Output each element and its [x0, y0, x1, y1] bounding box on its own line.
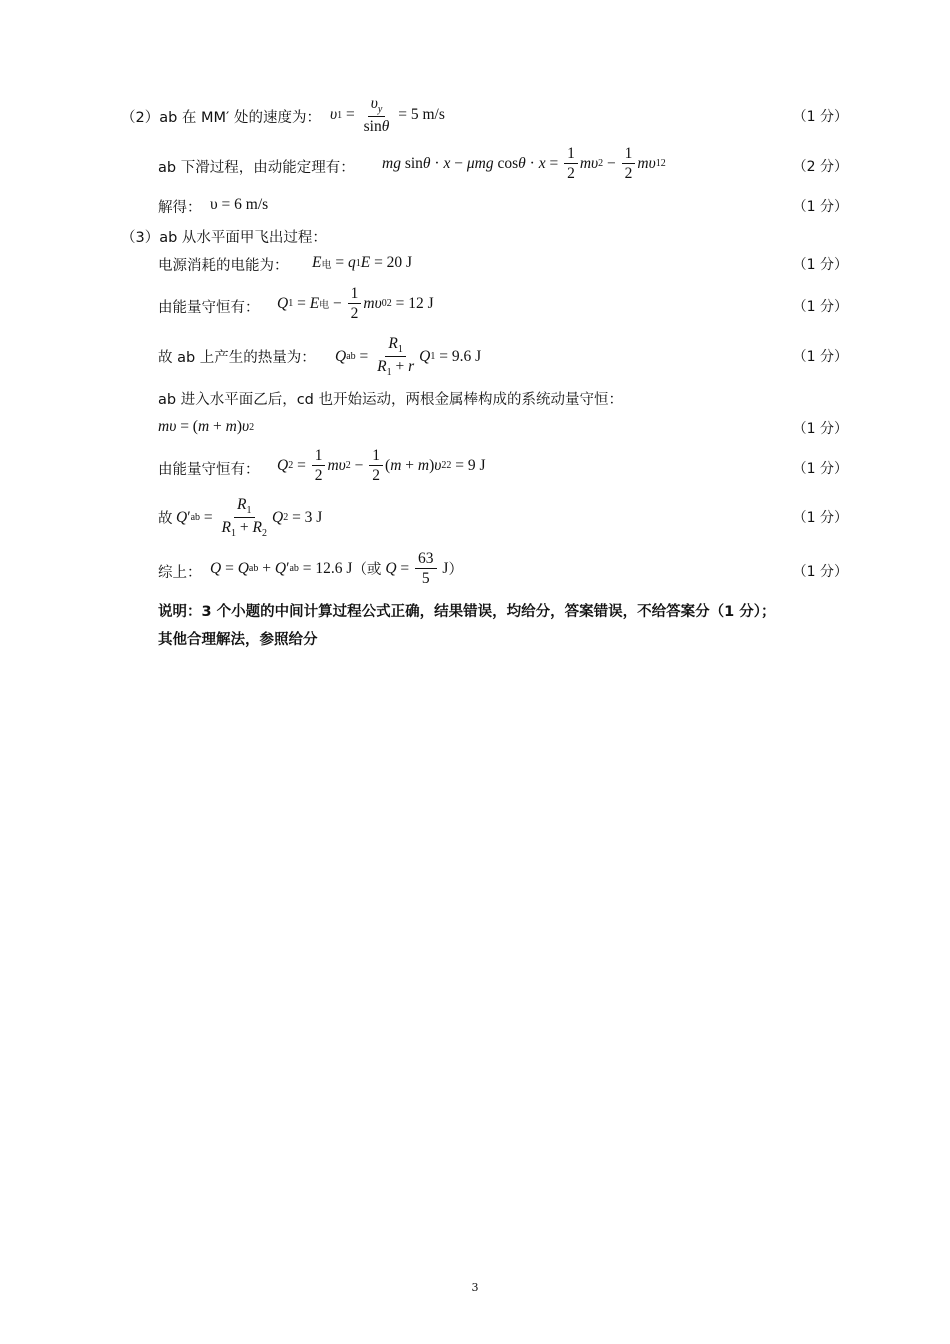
- score: （1 分）: [792, 510, 848, 526]
- line-label: 由能量守恒有：: [158, 462, 260, 478]
- equation-result-v: υ = 6 m/s: [210, 196, 269, 213]
- score: （1 分）: [792, 349, 848, 365]
- equation-q2: Q 2 = $\frac{1}{2}$ mυ 2 − $\frac{1}{2}$ ( m + m ) υ 2 2 = 9 J: [277, 447, 486, 485]
- score: （1 分）: [792, 199, 848, 215]
- equation-momentum: mυ = ( m + m ) υ 2: [158, 418, 255, 435]
- equation-total-q: Q = Q ab + Q ′ ab = 12.6 J （或 Q = $\frac{63}{5}$ J ）: [210, 550, 463, 588]
- score: （2 分）: [792, 159, 848, 175]
- line-label: 电源消耗的电能为：: [158, 258, 289, 274]
- equation-q1: Q 1 = E 电 − $\frac{1}{2}$ mυ 0 2 = 12 J: [277, 285, 434, 323]
- score: （1 分）: [792, 109, 848, 125]
- line-label: ab 下滑过程，由动能定理有：: [158, 160, 355, 176]
- solution-line-3g: [0, 496, 950, 540]
- equation-qab: Q ab = $\frac{R_1}{R_1 + r}$ Q 1 = 9.6 J: [335, 335, 482, 379]
- line-label: （2）ab 在 MM′ 处的速度为：: [121, 110, 321, 126]
- equation-kinetic-energy: mg sin θ · x − μmg cos θ · x = $\frac{1}{2}$ mυ 2 − $\frac{1}{2}$ mυ 1 2: [382, 145, 666, 183]
- equation-electric-energy: E 电 = q 1 E = 20 J: [312, 254, 413, 271]
- equation-qab-prime: Q ′ ab = $\frac{R_1}{R_1 + R_2}$ Q 2 = 3 J: [176, 496, 323, 540]
- grading-note-line-1: 说明：3 个小题的中间计算过程公式正确，结果错误，均给分，答案错误，不给答案分（1 分）；: [158, 604, 776, 620]
- score: （1 分）: [792, 461, 848, 477]
- solution-line-2a: [0, 95, 950, 135]
- solution-line-3c: [0, 335, 950, 379]
- page-number: 3: [471, 1281, 479, 1294]
- score: （1 分）: [792, 257, 848, 273]
- line-label: 故 ab 上产生的热量为：: [158, 350, 316, 366]
- line-label: 综上：: [158, 565, 202, 581]
- solution-line-3h: [0, 550, 950, 590]
- line-label: 由能量守恒有：: [158, 300, 260, 316]
- score: （1 分）: [792, 564, 848, 580]
- line-label: ab 进入水平面乙后，cd 也开始运动，两根金属棒构成的系统动量守恒：: [158, 392, 623, 408]
- grading-note-line-2: 其他合理解法，参照给分: [158, 632, 318, 648]
- solution-line-2b: [0, 145, 950, 185]
- score: （1 分）: [792, 421, 848, 437]
- line-label: 解得：: [158, 200, 202, 216]
- solution-line-3f: [0, 447, 950, 487]
- line-label: 故: [158, 511, 173, 527]
- solution-line-3b: [0, 285, 950, 325]
- score: （1 分）: [792, 299, 848, 315]
- equation-v1: υ 1 = $\frac{\upsilon_y}{\sin\theta}$ = 5 m/s: [330, 95, 445, 136]
- line-label: （3）ab 从水平面甲飞出过程：: [121, 230, 327, 246]
